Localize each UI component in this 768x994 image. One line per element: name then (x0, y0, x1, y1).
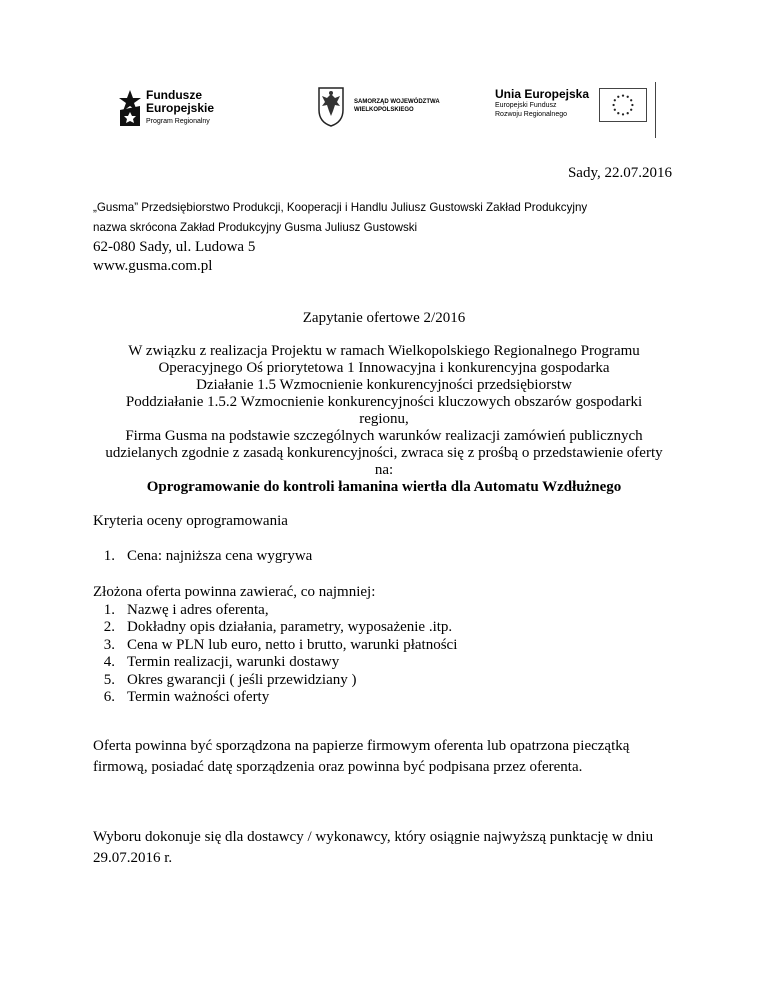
unia-europejska-logo (495, 82, 647, 122)
fe-logo-line3: Program Regionalny (146, 117, 210, 125)
logo-divider (655, 82, 656, 138)
list-item-number: 4. (103, 654, 115, 671)
intro-line: na: (374, 462, 394, 478)
list-item (93, 548, 312, 565)
intro-line: udzielanych zgodnie z zasadą konkurencyjności, zwraca się z prośbą o przedstawienie oferty (105, 445, 663, 461)
list-item-number: 1. (103, 548, 115, 564)
intro-line: Działanie 1.5 Wzmocnienie konkurencyjności przedsiębiorstw (196, 377, 572, 393)
document-date: Sady, 22.07.2016 (567, 165, 672, 181)
procurement-title: Oprogramowanie do kontroli łamanina wiertła dla Automatu Wzdłużnego (146, 479, 622, 495)
offer-heading: Złożona oferta powinna zawierać, co najmniej: (93, 584, 376, 600)
company-address: 62-080 Sady, ul. Ludowa 5 (93, 239, 256, 255)
list-item (93, 637, 457, 654)
eagle-crest-icon (316, 84, 346, 128)
paragraph-line: 29.07.2016 r. (93, 850, 173, 866)
list-item-number: 5. (103, 671, 115, 688)
list-item-number: 6. (103, 689, 115, 706)
criteria-heading: Kryteria oceny oprogramowania (93, 513, 288, 529)
company-website: www.gusma.com.pl (93, 258, 213, 274)
fe-logo-line2: Europejskie (146, 100, 215, 115)
list-item-number: 3. (103, 636, 115, 653)
list-item-number: 1. (103, 602, 115, 618)
logo-bar (118, 82, 658, 140)
list-item-text: Cena w PLN lub euro, netto i brutto, warunki płatności (127, 636, 458, 653)
list-item-text: Termin realizacji, warunki dostawy (127, 654, 340, 671)
offer-requirements-list (93, 602, 457, 706)
list-item-text: Termin ważności oferty (127, 689, 270, 706)
intro-line: W związku z realizacja Projektu w ramach Wielkopolskiego Regionalnego Programu (128, 343, 640, 359)
paper-requirement-paragraph (93, 736, 675, 778)
intro-line: Operacyjnego Oś priorytetowa 1 Innowacyjna i konkurencyjna gospodarka (158, 360, 610, 376)
paragraph-line: firmową, posiadać datę sporządzenia oraz powinna być podpisana przez oferenta. (93, 759, 583, 775)
intro-line: Poddziałanie 1.5.2 Wzmocnienie konkurencyjności kluczowych obszarów gospodarki (125, 394, 643, 410)
selection-paragraph (93, 827, 693, 869)
samorzad-logo (316, 84, 440, 128)
paragraph-line: Wyboru dokonuje się dla dostawcy / wykonawcy, który osiągnie najwyższą punktację w dniu (93, 829, 654, 845)
eu-flag-icon (599, 88, 647, 122)
intro-block (93, 343, 675, 496)
samorzad-logo-line2: WIELKOPOLSKIEGO (354, 107, 414, 113)
list-item-text: Dokładny opis działania, parametry, wyposażenie .itp. (127, 619, 453, 636)
list-item (93, 602, 457, 619)
list-item (93, 654, 457, 671)
company-short-name: nazwa skrócona Zakład Produkcyjny Gusma Juliusz Gustowski (93, 221, 418, 234)
list-item-text: Okres gwarancji ( jeśli przewidziany ) (127, 671, 357, 688)
list-item-text: Cena: najniższa cena wygrywa (127, 548, 313, 564)
list-item (93, 672, 457, 689)
intro-line: regionu, (359, 411, 409, 427)
ue-logo-line2: Europejski Fundusz (495, 102, 557, 109)
list-item-number: 2. (103, 619, 115, 636)
fe-logo-line1: Fundusze (146, 87, 202, 102)
intro-line: Firma Gusma na podstawie szczególnych warunków realizacji zamówień publicznych (125, 428, 643, 444)
samorzad-logo-line1: SAMORZĄD WOJEWÓDZTWA (354, 99, 440, 105)
list-item-text: Nazwę i adres oferenta, (127, 602, 269, 618)
fundusze-europejskie-logo (118, 88, 214, 128)
list-item (93, 689, 457, 706)
document-subject: Zapytanie ofertowe 2/2016 (302, 310, 466, 326)
company-block (93, 198, 587, 276)
star-flag-icon (118, 88, 142, 128)
ue-logo-line1: Unia Europejska (495, 87, 590, 101)
paragraph-line: Oferta powinna być sporządzona na papierze firmowym oferenta lub opatrzona pieczątką (93, 738, 630, 754)
criteria-list (93, 548, 312, 565)
list-item (93, 619, 457, 636)
ue-logo-line3: Rozwoju Regionalnego (495, 111, 567, 118)
company-name: „Gusma” Przedsiębiorstwo Produkcji, Kooperacji i Handlu Juliusz Gustowski Zakład Produkcyjny (93, 201, 588, 214)
